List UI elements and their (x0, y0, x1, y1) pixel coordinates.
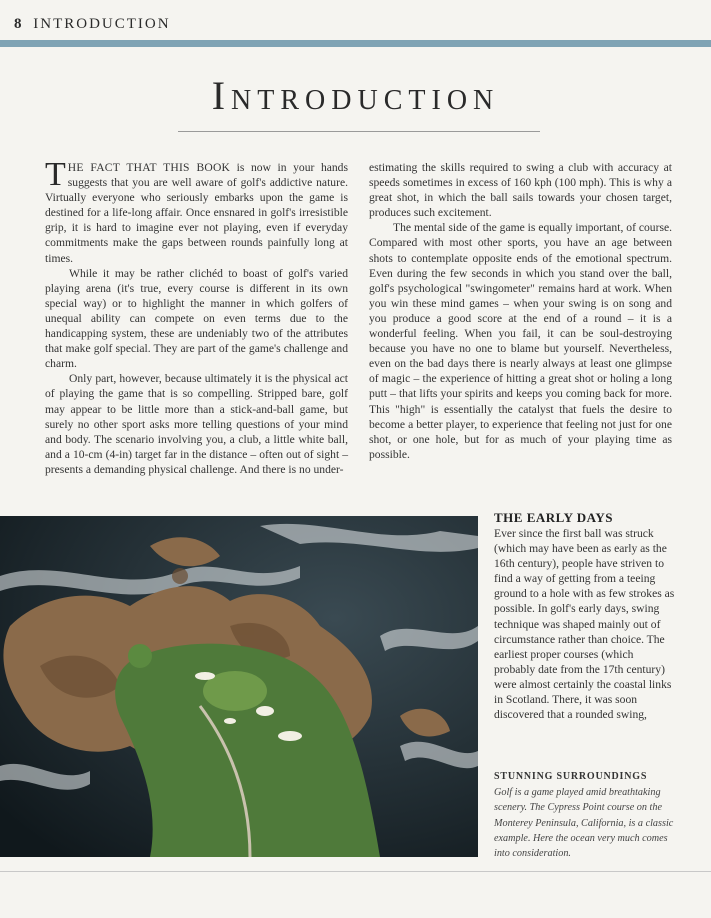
page-title: Introduction (211, 73, 500, 118)
intro-paragraph-2: While it may be rather clichéd to boast of golf's varied playing arena (it's true, every course is different in its own special way) or to highlight the manner in which golfers of unequal ability can compete on even terms due to the handicapping system, these are undeniably two of the attributes that make golf special. They are part of the game's challenge and charm. (45, 266, 348, 371)
caption-heading: STUNNING SURROUNDINGS (494, 771, 648, 782)
text-column-left (45, 156, 348, 477)
drop-cap: T (45, 156, 66, 193)
running-head (14, 16, 171, 33)
coastal-golf-hole-image (0, 516, 478, 857)
intro-paragraph-3: Only part, however, because ultimately it is the physical act of playing the game that is so compelling. Stripped bare, golf may appear to be little more than a stick-and-ball game, but surely no other sport asks more telling questions of your mind and body. The scenario involving you, a club, a little white ball, and a 10-cm (4-in) target far in the distance – often out of sight – presents a demanding physical challenge. And there is no under- (45, 372, 348, 476)
intro-paragraph-1-text: is now in your hands suggests that you are well aware of golf's addictive nature. Virtually everyone who seriously embarks upon the game is destined for a life-long affair. Once ensnared in golf's irresistible grip, it is hard to imagine ever not playing, even if everyday commitments make the gaps between rounds painfully long at times. (45, 161, 348, 265)
intro-paragraph-4: estimating the skills required to swing a club with accuracy at speeds sometimes in excess of 160 kph (100 mph). This is why a great shot, in which the ball sails towards your chosen target, produces such excitement. (369, 161, 672, 220)
text-column-right (369, 160, 672, 462)
course-photo (0, 516, 478, 857)
early-days-text: Ever since the first ball was struck (which may have been as early as the 16th century), people have striven to find a way of getting from a teeing ground to a hole with as few strokes as possible. In golf's early days, swing technique was shaped mainly out of circumstance rather than choice. The earliest proper courses (which probably date from the 17th century) were almost certainly the coastal links in Scotland. There, it was soon discovered that a rounded swing, (494, 527, 675, 722)
title-divider (178, 131, 540, 132)
early-days-heading: THE EARLY DAYS (494, 510, 613, 525)
intro-paragraph-1 (45, 156, 348, 266)
intro-paragraph-5: The mental side of the game is equally important, of course. Compared with most other sports, you have an age between shots to contemplate opposite ends of the emotional spectrum. Even during the few seconds in which you stand over the ball, golf's psychological "swingometer" remains hard at work. When you win these mind games – when your swing is on song and you produce a good score at the end of a round – it is a wonderful feeling. When you fail, it can be soul-destroying because you have no one to blame but yourself. Nevertheless, even on the bad days there is nearly always at least one glimpse of magic – the experience of hitting a great shot or holing a long putt – that lifts your spirits and keeps you coming back for more. This "high" is essentially the catalyst that fuels the desire to become a better player, to experience that feeling not just for one shot, or one hole, but for as much of your playing time as possible. (369, 221, 672, 461)
lead-in: HE FACT THAT THIS BOOK (67, 161, 231, 174)
header-color-bar (0, 40, 711, 47)
caption-text: Golf is a game played amid breathtaking scenery. The Cypress Point course on the Monterey Peninsula, California, is a classic example. Here the ocean very much comes into consideration. (494, 787, 674, 860)
footer-divider (0, 871, 711, 872)
section-name: INTRODUCTION (33, 16, 171, 32)
page-number: 8 (14, 16, 22, 32)
